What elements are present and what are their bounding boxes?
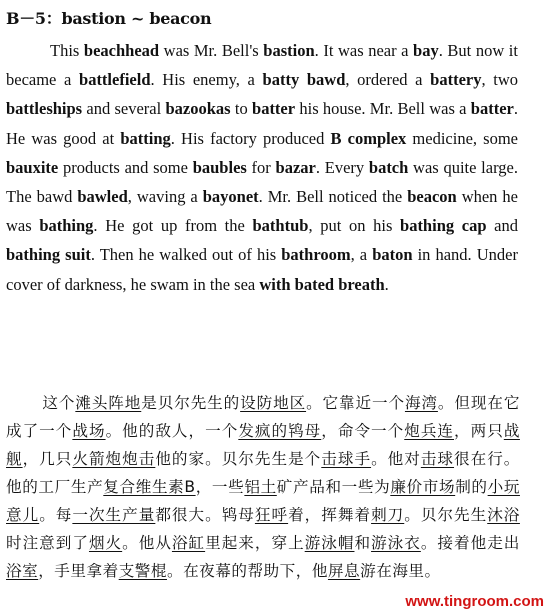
vocab-translation: 沐浴 (487, 506, 520, 524)
vocab-translation: 支警棍 (118, 562, 167, 580)
vocab-word: bastion (263, 41, 315, 60)
vocab-word: baton (372, 245, 413, 265)
text-run: 。每 (39, 506, 73, 524)
text-run: and (486, 216, 519, 236)
text-run: , ordered a (345, 70, 431, 90)
vocab-translation: 烟火 (88, 534, 123, 552)
vocab-word: bawled (77, 187, 128, 207)
section-heading: B－5：bastion ~ beacon (6, 9, 212, 28)
english-text (6, 41, 518, 294)
vocab-word: batch (368, 157, 409, 177)
text-run: ，一些 (195, 478, 245, 496)
text-run: 时注意到了 (6, 534, 89, 552)
text-run: , put on his (308, 216, 401, 236)
vocab-word: baubles (192, 157, 247, 177)
vocab-word: bay (413, 41, 439, 60)
text-run: 是贝尔先生的 (141, 394, 241, 412)
text-run: 。但现在它成了一个 (6, 394, 520, 440)
text-run: 。接着他走出 (420, 534, 520, 552)
text-run: This (50, 41, 84, 60)
text-run: 制的 (455, 478, 488, 496)
vocab-word: bathing suit (6, 245, 91, 265)
text-run: ，几只 (22, 450, 73, 468)
text-run: ，命令一个 (321, 422, 405, 440)
text-run: . Every (315, 157, 369, 177)
vocab-translation: 狂呼 (254, 506, 289, 524)
text-run: his house. Mr. Bell was a (295, 99, 471, 119)
vocab-translation: 复合维生素B (103, 478, 196, 496)
vocab-word: beacon (407, 187, 457, 207)
text-run: 都很大。鸨母 (155, 506, 255, 524)
vocab-word: bayonet (202, 187, 259, 207)
vocab-translation: 击球手 (321, 450, 372, 468)
vocab-word: battlefield (79, 70, 151, 90)
text-run: 。在夜幕的帮助下，他 (166, 562, 328, 580)
vocab-translation: 击球 (420, 450, 455, 468)
text-run: , waving a (127, 187, 203, 207)
text-run: 他的家。贝尔先生是个 (155, 450, 322, 468)
text-run: to (230, 99, 253, 119)
text-run: when he was (6, 187, 518, 236)
vocab-word: with bated breath (259, 274, 385, 294)
vocab-word: bathroom (281, 245, 351, 265)
vocab-translation: 刺刀 (371, 506, 405, 524)
vocab-translation: 炮兵连 (404, 422, 455, 440)
text-run: . It was near a (314, 41, 414, 60)
chinese-text (6, 394, 520, 580)
text-run: and several (82, 99, 166, 119)
vocab-translation: 滩头阵地 (75, 394, 142, 412)
text-run: 和 (354, 534, 372, 552)
vocab-word: battleships (6, 99, 83, 119)
vocab-word: battery (430, 70, 482, 90)
vocab-word: bauxite (6, 157, 59, 177)
text-run: 。他的敌人，一个 (105, 422, 239, 440)
vocab-translation: 游泳帽 (304, 534, 355, 552)
text-run: 。他对 (371, 450, 421, 468)
text-run: . His enemy, a (150, 70, 263, 90)
text-run: . Then he walked out of his (90, 245, 282, 265)
vocab-word: bathing (39, 216, 94, 236)
text-run: ，两只 (454, 422, 504, 440)
vocab-translation: 浴室 (6, 562, 39, 580)
vocab-translation: 海湾 (404, 394, 438, 412)
site-watermark: www.tingroom.com (405, 593, 544, 610)
vocab-word: B complex (330, 128, 407, 148)
text-run: 游在海里。 (360, 562, 441, 580)
vocab-word: bathtub (252, 216, 309, 236)
text-run: products and some (58, 157, 193, 177)
text-run: , two (481, 70, 519, 90)
text-run: , a (350, 245, 373, 265)
vocab-translation: 小玩意儿 (6, 478, 520, 524)
vocab-translation: 炮击 (122, 450, 156, 468)
text-run: 。它靠近一个 (306, 394, 405, 412)
text-run: was Mr. Bell's (159, 41, 264, 60)
vocab-word: batting (120, 128, 171, 148)
chinese-paragraph (6, 389, 520, 585)
vocab-word: bazookas (165, 99, 231, 119)
vocab-translation: 铝土 (244, 478, 277, 496)
text-run: 矿产品和一些为 (276, 478, 391, 496)
text-run: . His factory produced (170, 128, 331, 148)
text-run: 着，挥舞着 (288, 506, 372, 524)
text-run: ，手里拿着 (38, 562, 119, 580)
text-run: 。他从 (122, 534, 172, 552)
text-run: 很在行。他的工厂生产 (6, 450, 520, 496)
text-run: medicine, some (406, 128, 518, 148)
vocab-translation: 游泳衣 (371, 534, 421, 552)
text-run: in hand. Under cover of darkness, he swam in the sea (6, 245, 518, 294)
vocab-translation: 浴缸 (171, 534, 206, 552)
vocab-translation: 廉价市场 (390, 478, 456, 496)
vocab-word: beachhead (83, 41, 160, 60)
text-run: 。贝尔先生 (404, 506, 488, 524)
vocab-word: batty bawd (262, 70, 346, 90)
vocab-translation: 战舰 (6, 422, 520, 468)
text-run: . Mr. Bell noticed the (258, 187, 408, 207)
vocab-translation: 一次生产量 (72, 506, 156, 524)
text-run: . (384, 274, 389, 294)
text-run: 里起来，穿上 (205, 534, 305, 552)
vocab-translation: 发疯的鸨母 (238, 422, 322, 440)
vocab-translation: 火箭炮 (72, 450, 123, 468)
text-run: . He got up from the (93, 216, 253, 236)
text-run: was quite large. The bawd (6, 157, 518, 207)
vocab-word: bathing cap (400, 216, 487, 236)
vocab-translation: 设防地区 (240, 394, 307, 412)
vocab-word: batter (252, 99, 296, 119)
english-paragraph (6, 36, 518, 299)
vocab-word: bazar (275, 157, 316, 177)
vocab-word: batter (470, 99, 514, 119)
text-run: 这个 (42, 394, 76, 412)
text-run: . But now it became a (6, 41, 518, 90)
vocab-translation: 屏息 (327, 562, 361, 580)
text-run: . He was good at (6, 99, 518, 148)
text-run: for (246, 157, 276, 177)
vocab-translation: 战场 (72, 422, 106, 440)
